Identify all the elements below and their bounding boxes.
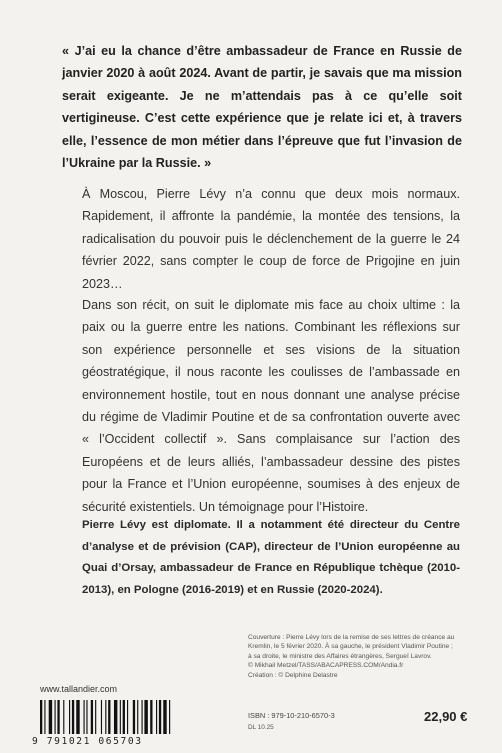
credit-line: Kremlin, le 5 février 2020. À sa gauche, le président Vladimir Poutine ; [248,643,453,651]
legal-deposit: DL 10.25 [248,724,274,731]
credit-line: Création : © Delphine Delastre [248,671,338,679]
credit-line: à sa droite, le ministre des Affaires étrangères, Sergueï Lavrov. [248,652,432,660]
barcode-number: 9 791021 065703 [32,736,143,747]
isbn: ISBN : 979-10-210-6570-3 [248,711,335,720]
barcode [40,700,210,734]
cover-credits [248,633,476,680]
summary-paragraph-2: Dans son récit, on suit le diplomate mis face au choix ultime : la paix ou la guerre entre les nations. Combinant les réflexions sur son expérience personnelle et ses visions de la situation géostratégique, il nous raconte les coulisses de l’ambassade en environnement hostile, tout en nous donnant une analyse précise du régime de Vladimir Poutine et de sa confrontation ouverte avec « l’Occident collectif ». Sans complaisance sur l’action des Européens et de leurs alliés, l’ambassadeur dessine des pistes pour la France et l’Union européenne, soumises à des enjeux de sécurité existentiels. Un témoignage pour l’Histoire. [82,298,460,514]
publisher-website: www.tallandier.com [40,684,118,694]
author-bio: Pierre Lévy est diplomate. Il a notamment été directeur du Centre d’analyse et de prévision (CAP), directeur de l’Union européenne au Quai d’Orsay, ambassadeur de France en République tchèque (2010-2013), en Pologne (2016-2019) et en Russie (2020-2024). [82,519,460,596]
cover-quote: « J’ai eu la chance d’être ambassadeur de France en Russie de janvier 2020 à août 2024. Avant de partir, je savais que ma mission serait exigeante. Je ne m’attendais pas à ce qu’elle soit vertigineuse. C’est cette expérience que je relate ici et, à travers elle, l’essence de mon métier dans l’épreuve que fut l’invasion de l’Ukraine par la Russie. » [62,44,462,171]
credit-line: Couverture : Pierre Lévy lors de la remise de ses lettres de créance au [248,634,455,641]
summary-paragraph-1: À Moscou, Pierre Lévy n’a connu que deux mois normaux. Rapidement, il affronte la pandémie, la montée des tensions, la radicalisation du pouvoir puis le déclenchement de la guerre le 24 février 2022, sans compter le coup de force de Prigojine en juin 2023… [82,187,460,291]
price: 22,90 € [424,709,468,724]
credit-line: © Mikhail Metzel/TASS/ABACAPRESS.COM/Andia.fr [248,662,404,670]
